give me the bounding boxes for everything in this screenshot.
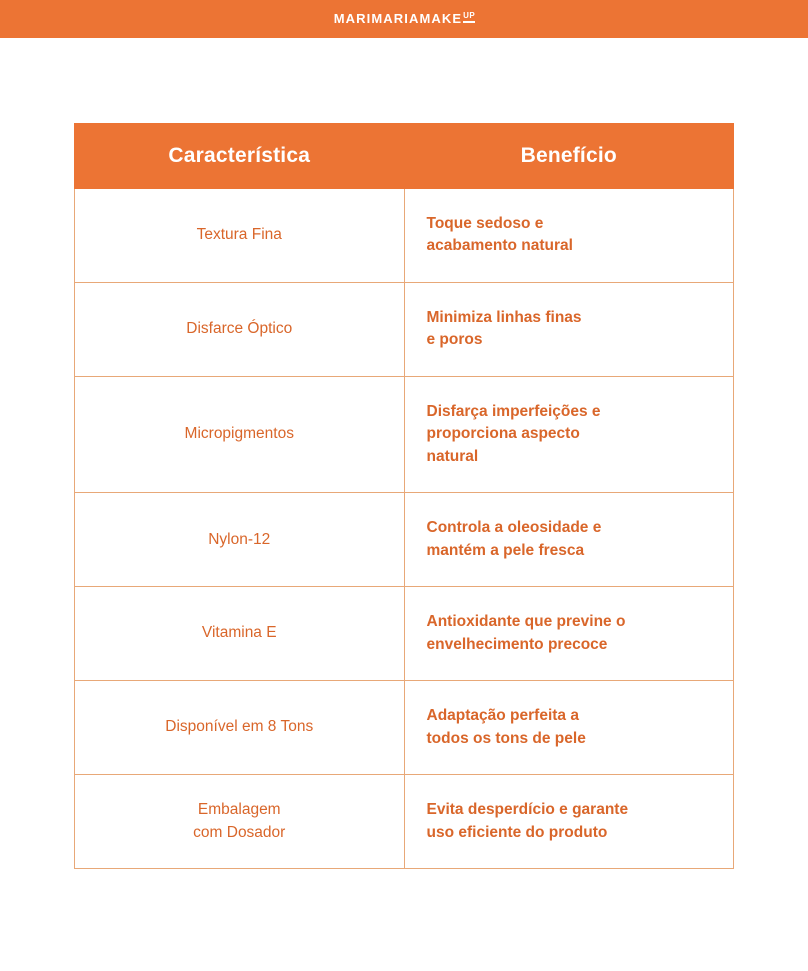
brand-logo	[334, 11, 475, 28]
feature-line: Textura Fina	[196, 226, 282, 244]
feature-line: Micropigmentos	[184, 425, 294, 443]
table-header	[75, 124, 734, 189]
cell-feature	[75, 775, 405, 869]
feature-line: Disponível em 8 Tons	[165, 718, 314, 736]
feature-table-wrapper	[74, 123, 734, 869]
content-sheet	[0, 123, 808, 869]
table-row	[75, 493, 734, 587]
feature-benefit-table	[74, 123, 734, 869]
feature-line: Nylon-12	[208, 530, 271, 548]
brand-logo-text: MARIMARIAMAKE	[333, 10, 463, 26]
feature-line: Embalagem	[197, 801, 281, 819]
benefit-line: proporciona aspecto	[426, 425, 580, 443]
table-row	[75, 282, 734, 376]
benefit-line: envelhecimento precoce	[426, 635, 608, 653]
cell-feature	[75, 376, 405, 492]
cell-benefit	[404, 681, 734, 775]
table-row	[75, 587, 734, 681]
column-header-feature: Característica	[75, 124, 405, 189]
cell-feature	[75, 681, 405, 775]
cell-benefit	[404, 376, 734, 492]
table-body	[75, 189, 734, 869]
benefit-line: natural	[426, 447, 479, 465]
benefit-line: e poros	[426, 331, 483, 349]
benefit-line: Antioxidante que previne o	[426, 613, 626, 631]
benefit-line: mantém a pele fresca	[426, 541, 585, 559]
feature-line: com Dosador	[193, 823, 286, 841]
feature-line: Disfarce Óptico	[186, 320, 293, 338]
cell-feature	[75, 587, 405, 681]
benefit-line: Disfarça imperfeições e	[426, 402, 601, 420]
benefit-line: Adaptação perfeita a	[426, 707, 579, 725]
benefit-line: Evita desperdício e garante	[426, 801, 629, 819]
cell-feature	[75, 282, 405, 376]
feature-line: Vitamina E	[201, 624, 277, 642]
cell-benefit	[404, 189, 734, 283]
cell-benefit	[404, 587, 734, 681]
brand-logo-superscript: UP	[463, 11, 475, 23]
benefit-line: uso eficiente do produto	[426, 823, 608, 841]
benefit-line: acabamento natural	[426, 237, 573, 255]
column-header-benefit: Benefício	[404, 124, 734, 189]
table-row	[75, 376, 734, 492]
benefit-line: Controla a oleosidade e	[426, 519, 602, 537]
cell-benefit	[404, 282, 734, 376]
cell-feature	[75, 493, 405, 587]
table-row	[75, 681, 734, 775]
benefit-line: Toque sedoso e	[426, 215, 544, 232]
cell-benefit	[404, 775, 734, 869]
cell-benefit	[404, 493, 734, 587]
benefit-line: todos os tons de pele	[426, 729, 586, 747]
brand-header-bar	[0, 0, 808, 38]
table-row	[75, 189, 734, 283]
table-header-row	[75, 124, 734, 189]
cell-feature	[75, 189, 405, 283]
benefit-line: Minimiza linhas finas	[426, 308, 582, 326]
table-row	[75, 775, 734, 869]
